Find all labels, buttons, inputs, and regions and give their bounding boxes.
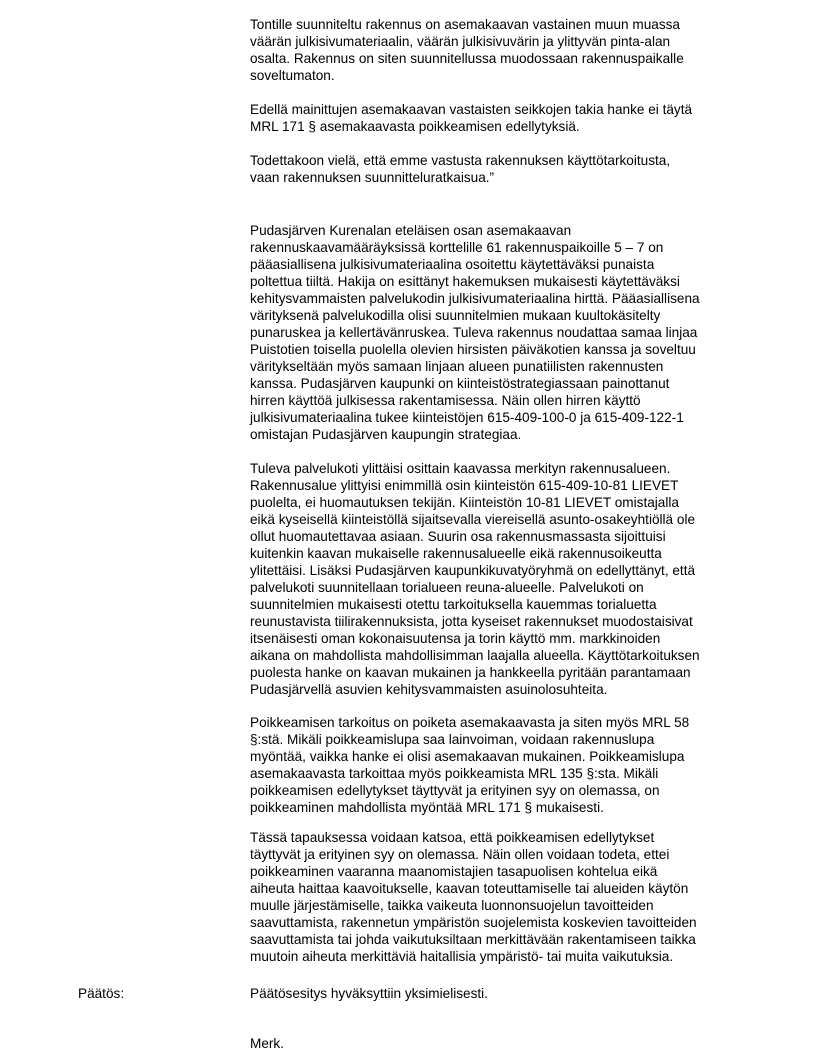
paragraph-text: Pudasjärven Kurenalan eteläisen osan asemakaavan rakennuskaavamääräyksissä korttelille 61 rakennuspaikoille 5 – 7 on pääasiallisena julkisivumateriaalina osoitettu käytettäväksi punaista poltettua tiiltä. Hakija on esittänyt hakemuksen mukaisesti käytettäväksi kehitysvammaisten palvelukodin julkisivumateriaalina hirttä. Pääasiallisena värityksenä palvelukodilla olisi suunnitelmien mukaan kuultokäsitelty punaruskea ja kellertävänruskea. Tuleva rakennus noudattaa samaa linjaa Puistotien toisella puolella olevien hirsisten päiväkotien kanssa ja soveltuu väritykseltään myös samaan linjaan alueen punatiilisten rakennusten kanssa. Pudasjärven kaupunki on kiinteistöstrategiassaan painottanut hirren käyttöä julkisessa rakentamisessa. Näin ollen hirren käyttö julkisivumateriaalina tukee kiinteistöjen 615-409-100-0 ja 615-409-122-1 omistajan Pudasjärven kaupungin strategiaa.: [250, 223, 700, 442]
paragraph-3: [250, 152, 770, 186]
paragraph-7: [250, 829, 770, 965]
paragraph-1: [250, 16, 770, 84]
paragraph-text: Edellä mainittujen asemakaavan vastaisten seikkojen takia hanke ei täytä MRL 171 § asemakaavasta poikkeamisen edellytyksiä.: [250, 102, 693, 134]
paragraph-4: [250, 222, 770, 443]
paragraph-text: Tässä tapauksessa voidaan katsoa, että poikkeamisen edellytykset täyttyvät ja erityinen syy on olemassa. Näin ollen voidaan todeta, ettei poikkeaminen vaaranna maanomistajien tasapuolisen kohtelua eikä aiheuta haittaa kaavoitukselle, kaavan toteuttamiselle tai alueiden käytön muulle järjestämiselle, taikka vaikeuta luonnonsuojelun tavoitteiden saavuttamista, rakennetun ympäristön suojelemista koskevien tavoitteiden saavuttamista tai johda vaikutuksiltaan merkittävään rakentamiseen taikka muutoin aiheuta merkittäviä haitallisia ympäristö- tai muita vaikutuksia.: [250, 830, 697, 964]
paragraph-text: Tuleva palvelukoti ylittäisi osittain kaavassa merkityn rakennusalueen. Rakennusalue ylittyisi enimmillä osin kiinteistön 615-409-10-81 LIEVET puolelta, ei huomautuksen tekijän. Kiinteistön 10-81 LIEVET omistajalla eikä kyseisellä kiinteistöllä sijaitsevalla viereisellä asunto-osakeyhtiöllä ole ollut huomautettavaa asiaan. Suurin osa rakennusmassasta sijoittuisi kuitenkin kaavan mukaiselle rakennusalueelle eikä rakennusoikeutta ylitettäisi. Lisäksi Pudasjärven kaupunkikuvatyöryhmä on edellyttänyt, että palvelukoti suunnitellaan torialueen reuna-alueelle. Palvelukoti on suunnitelmien mukaisesti otettu tarkoituksella kauemmas torialuetta reunustavista tiilirakennuksista, jotta kyseiset rakennukset muodostaisivat itsenäisesti oman kokonaisuutensa ja torin käyttö mm. markkinoiden aikana on mahdollista mahdollisimman laajalla alueella. Käyttötarkoituksen puolesta hanke on kaavan mukainen ja hankkeella pyritään parantamaan Pudasjärvellä asuvien kehitysvammaisten asuinolosuhteita.: [250, 461, 700, 697]
footer-note: Merk.: [250, 1036, 284, 1051]
decision-text: Päätösesitys hyväksyttiin yksimielisesti.: [250, 986, 488, 1001]
paragraph-text: Tontille suunniteltu rakennus on asemakaavan vastainen muun muassa väärän julkisivumateriaalin, väärän julkisivuvärin ja ylittyvän pinta-alan osalta. Rakennus on siten suunnitellussa muodossaan rakennuspaikalle soveltumaton.: [250, 17, 684, 83]
paragraph-6: [250, 714, 770, 816]
paragraph-text: Todettakoon vielä, että emme vastusta rakennuksen käyttötarkoitusta, vaan rakennuksen suunnitteluratkaisua.”: [250, 153, 671, 185]
paragraph-5: [250, 460, 770, 698]
paragraph-text: Poikkeamisen tarkoitus on poiketa asemakaavasta ja siten myös MRL 58 §:stä. Mikäli poikkeamislupa saa lainvoiman, voidaan rakennuslupa myöntää, vaikka hanke ei olisi asemakaavan mukainen. Poikkeamislupa asemakaavasta tarkoittaa myös poikkeamista MRL 135 §:sta. Mikäli poikkeamisen edellytykset täyttyvät ja erityinen syy on olemassa, on poikkeaminen mahdollista myöntää MRL 171 § mukaisesti.: [250, 715, 690, 815]
paragraph-2: [250, 101, 770, 135]
decision-label: Päätös:: [78, 986, 125, 1001]
